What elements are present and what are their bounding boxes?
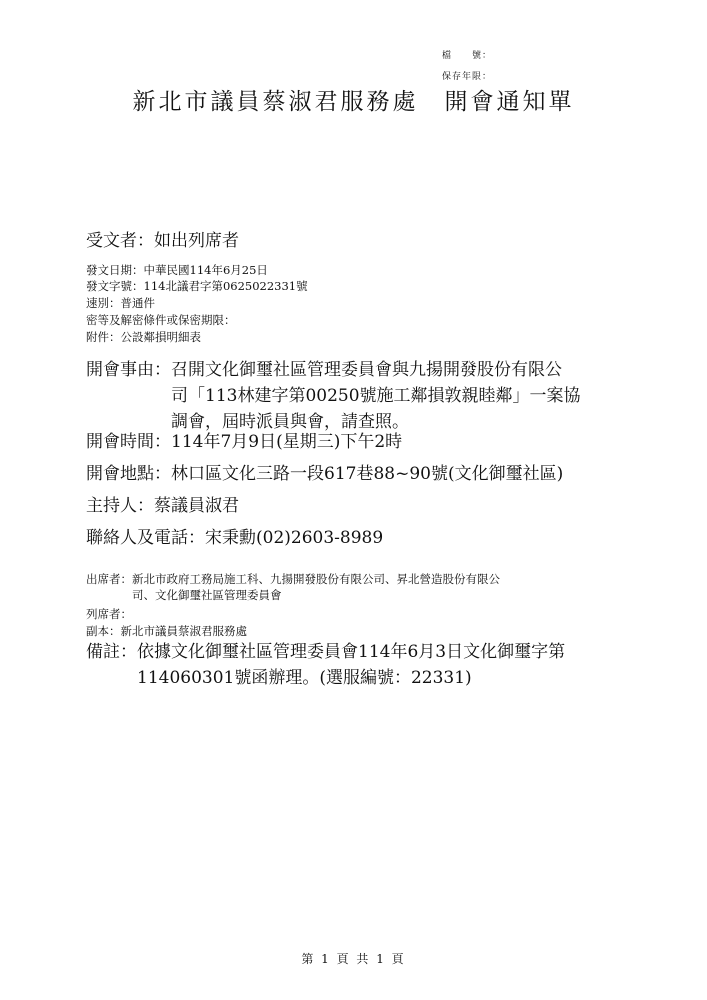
- meeting-subject-text: [171, 357, 581, 435]
- meeting-contact: [86, 525, 383, 551]
- document-title: 新北市議員蔡淑君服務處 開會通知單: [132, 89, 575, 115]
- issue-date: 發文日期：中華民國114年6月25日: [86, 263, 268, 277]
- attendees-observers-label: 列席者：: [86, 607, 132, 621]
- copy-recipient: 副本：新北市議員蔡淑君服務處: [86, 624, 247, 638]
- attendees-present-label: 出席者：: [86, 572, 132, 586]
- page-number: 第 1 頁 共 1 頁: [301, 952, 406, 966]
- meeting-host-label: 主持人：: [86, 496, 154, 516]
- file-number-label: 檔 號：: [442, 51, 493, 61]
- attendees-present-line: 司、文化御璽社區管理委員會: [132, 588, 282, 602]
- remarks-line: 114060301號函辦理。(選服編號：22331): [137, 668, 472, 688]
- meeting-time-label: 開會時間：: [86, 432, 171, 452]
- meeting-host-value: 蔡議員淑君: [154, 496, 239, 516]
- meeting-place-label: 開會地點：: [86, 464, 171, 484]
- meeting-subject-line: 召開文化御璽社區管理委員會與九揚開發股份有限公: [171, 360, 562, 380]
- meeting-place-value: 林口區文化三路一段617巷88~90號(文化御璽社區): [171, 464, 564, 484]
- attendees-present: [86, 571, 500, 603]
- meeting-contact-label: 聯絡人及電話：: [86, 528, 205, 548]
- meeting-place: [86, 461, 563, 487]
- issue-number: 發文字號：114北議君字第0625022331號: [86, 279, 308, 293]
- meeting-time: [86, 429, 402, 455]
- meeting-subject-label: 開會事由：: [86, 360, 171, 380]
- secrecy-level: 密等及解密條件或保密期限：: [86, 313, 236, 327]
- meeting-contact-value: 宋秉勳(02)2603-8989: [205, 528, 384, 548]
- remarks: [86, 639, 565, 691]
- recipient-line: 受文者：如出列席者: [86, 231, 239, 251]
- attendees-present-text: [132, 571, 500, 603]
- remarks-text: [137, 639, 565, 691]
- meeting-subject: [86, 357, 581, 435]
- meeting-subject-line: 司「113林建字第00250號施工鄰損敦親睦鄰」一案協: [171, 386, 581, 406]
- meeting-subject-line: 調會，屆時派員與會，請查照。: [171, 412, 409, 432]
- retention-period-label: 保存年限：: [442, 72, 493, 82]
- meeting-host: [86, 493, 239, 519]
- attachment-line: 附件：公設鄰損明細表: [86, 330, 201, 344]
- remarks-line: 依據文化御璽社區管理委員會114年6月3日文化御璽字第: [137, 642, 566, 662]
- dispatch-speed: 速別：普通件: [86, 296, 155, 310]
- remarks-label: 備註：: [86, 642, 137, 662]
- meeting-time-value: 114年7月9日(星期三)下午2時: [171, 432, 403, 452]
- attendees-present-line: 新北市政府工務局施工科、九揚開發股份有限公司、昇北營造股份有限公: [132, 572, 500, 586]
